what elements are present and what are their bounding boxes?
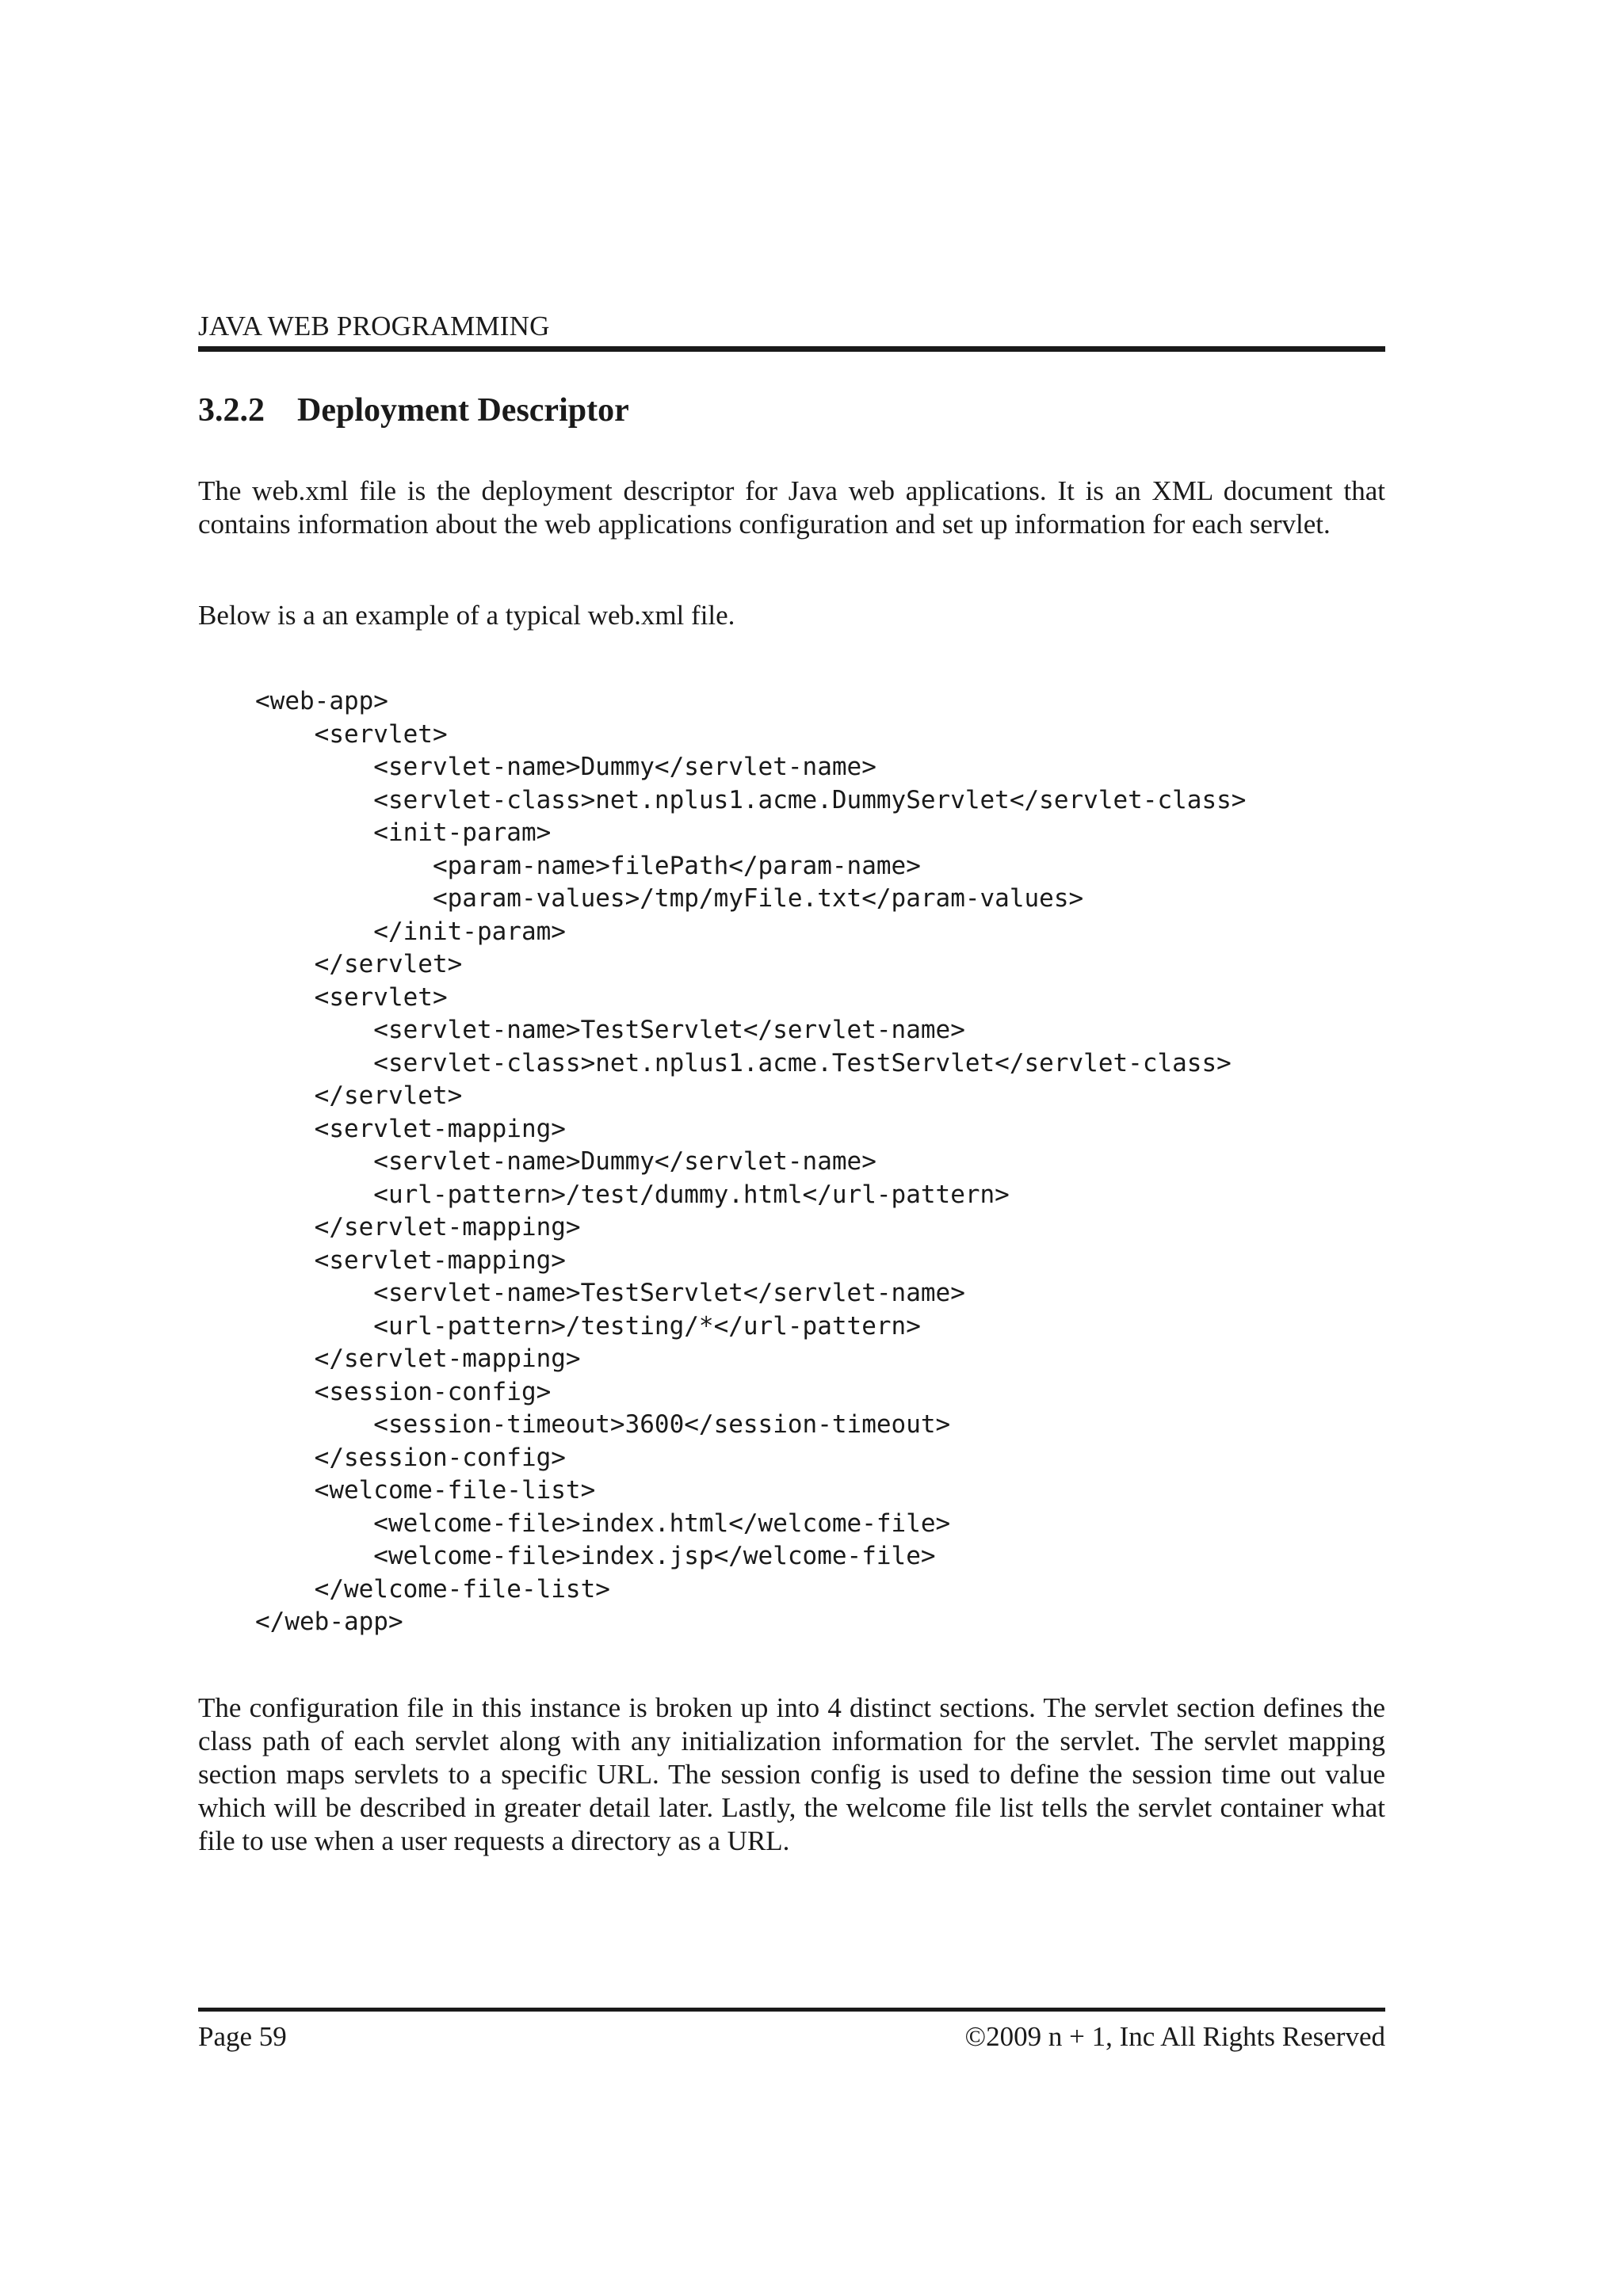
code-line: <session-config> — [255, 1377, 552, 1406]
page-number: Page 59 — [198, 2021, 287, 2052]
code-line: <servlet-name>TestServlet</servlet-name> — [255, 1279, 965, 1307]
code-line: <servlet-name>TestServlet</servlet-name> — [255, 1016, 965, 1044]
code-line: <servlet-class>net.nplus1.acme.TestServlet</servlet-class> — [255, 1048, 1232, 1077]
intro-paragraph: The web.xml file is the deployment descriptor for Java web applications. It is an XML document that contains information about the web applications configuration and set up information for each servlet. — [198, 475, 1385, 540]
code-line: </web-app> — [255, 1608, 403, 1636]
code-line: <welcome-file>index.html</welcome-file> — [255, 1508, 951, 1538]
header-rule — [198, 346, 1385, 352]
copyright-notice: ©2009 n + 1, Inc All Rights Reserved — [964, 2021, 1385, 2052]
code-line: </servlet-mapping> — [255, 1344, 581, 1373]
code-line: <welcome-file-list> — [255, 1476, 596, 1505]
section-heading — [198, 391, 629, 429]
code-line: <param-values>/tmp/myFile.txt</param-values> — [255, 884, 1084, 913]
code-line: </servlet-mapping> — [255, 1213, 581, 1241]
code-line: <servlet-mapping> — [255, 1114, 566, 1143]
code-line: <param-name>filePath</param-name> — [255, 851, 921, 880]
code-line: <welcome-file>index.jsp</welcome-file> — [255, 1542, 936, 1570]
code-line: <url-pattern>/test/dummy.html</url-pattern> — [255, 1180, 1010, 1209]
code-line: <init-param> — [255, 818, 552, 847]
code-line: </servlet> — [255, 1081, 463, 1110]
document-page — [198, 0, 1385, 2296]
code-line: <servlet> — [255, 719, 448, 749]
code-line: <servlet-mapping> — [255, 1245, 566, 1275]
code-line: <servlet-name>Dummy</servlet-name> — [255, 753, 876, 781]
section-number: 3.2.2 — [198, 392, 265, 429]
code-listing — [255, 685, 1246, 1639]
footer-rule — [198, 2008, 1385, 2012]
code-line: </init-param> — [255, 917, 566, 946]
code-line: </welcome-file-list> — [255, 1574, 610, 1604]
code-line: </session-config> — [255, 1443, 566, 1472]
explanation-paragraph: The configuration file in this instance is broken up into 4 distinct sections. The servlet section defines the class path of each servlet along with any initialization information for the servlet. The servlet mapping section maps servlets to a specific URL. The session config is used to define the session time out value which will be described in greater detail later. Lastly, the welcome file list tells the servlet container what file to use when a user requests a directory as a URL. — [198, 1692, 1385, 1856]
running-header: JAVA WEB PROGRAMMING — [198, 311, 550, 341]
code-line: <session-timeout>3600</session-timeout> — [255, 1410, 951, 1439]
code-line: <servlet> — [255, 982, 448, 1012]
section-title: Deployment Descriptor — [297, 392, 629, 429]
code-line: </servlet> — [255, 950, 463, 978]
code-line: <servlet-name>Dummy</servlet-name> — [255, 1147, 876, 1176]
code-line: <url-pattern>/testing/*</url-pattern> — [255, 1311, 921, 1341]
code-line: <servlet-class>net.nplus1.acme.DummyServlet</servlet-class> — [255, 785, 1247, 814]
example-intro-paragraph: Below is a an example of a typical web.xml file. — [198, 600, 735, 631]
code-line: <web-app> — [255, 687, 388, 715]
